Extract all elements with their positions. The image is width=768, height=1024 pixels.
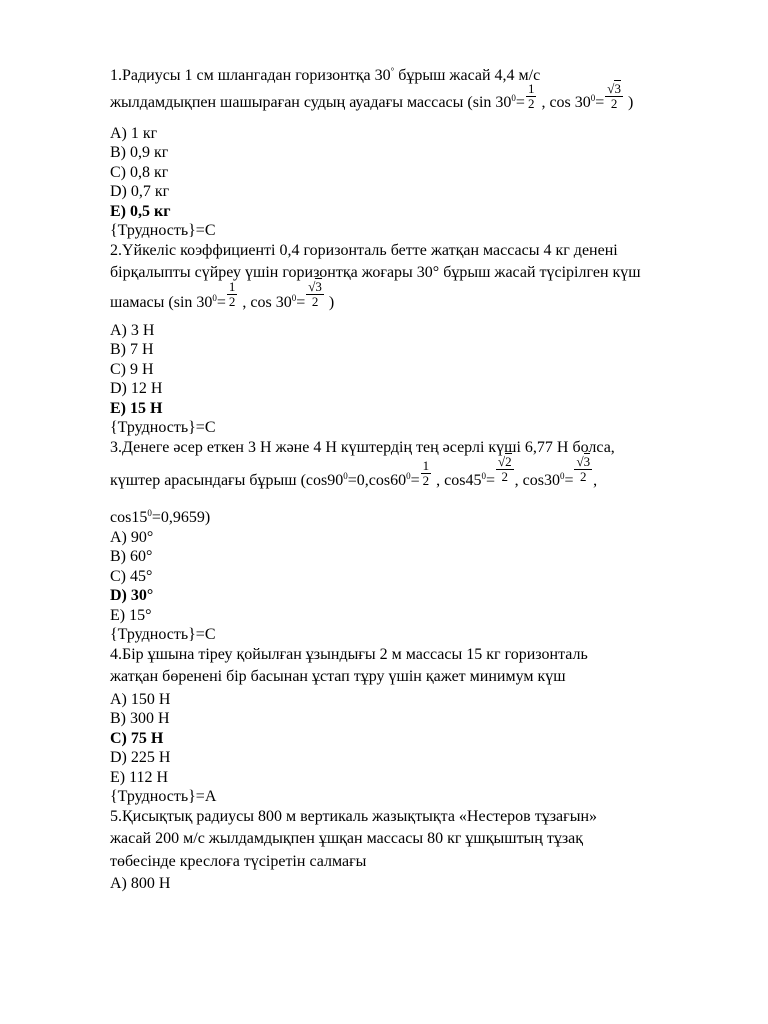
option-a: А) 1 кг: [110, 124, 158, 142]
question-5-line-2: жасай 200 м/с жылдамдықпен ұшқан массасы 80 кг ұшқыштың тұзақ: [110, 830, 584, 847]
radicand: 3: [583, 453, 591, 469]
q1-text-a: 1.Радиусы 1 см шлангадан горизонтқа 30: [110, 67, 391, 84]
superscript-zero: 0: [481, 471, 486, 481]
close-paren: ): [623, 93, 634, 111]
question-2-options: [110, 321, 720, 419]
comma: ,: [514, 472, 519, 489]
fraction-numerator: 1: [228, 279, 236, 295]
q2-text-cos: , cos 30: [238, 293, 292, 311]
superscript-zero: 0: [559, 471, 565, 481]
difficulty-label: {Трудность}=С: [110, 222, 216, 239]
option-c: С) 45°: [110, 567, 153, 585]
option-e-correct: E) 0,5 кг: [110, 202, 171, 220]
fraction-denominator: 2: [422, 472, 430, 488]
option-b: В) 60°: [110, 548, 153, 565]
fraction-one-half: [227, 280, 238, 309]
superscript-zero: 0: [343, 471, 348, 481]
question-1-line-1: [110, 66, 720, 86]
question-1-line-2: [110, 81, 720, 120]
difficulty-label: {Трудность}=А: [110, 788, 217, 805]
degree-mark: °: [390, 66, 395, 76]
superscript-zero: 0: [406, 471, 411, 481]
close-paren: ): [324, 293, 335, 311]
question-3: [110, 438, 720, 645]
option-a: А) 90°: [110, 528, 154, 546]
question-3-line-3: [110, 508, 720, 528]
equals-sign: =: [216, 293, 226, 311]
question-3-line-1: 3.Денеге әсер еткен 3 Н және 4 Н күштердің тең әсерлі күші 6,77 Н болса,: [110, 438, 615, 456]
q3-text-a: күштер арасындағы бұрыш (cos90: [110, 472, 344, 489]
question-5-options: [110, 874, 720, 894]
question-5: [110, 807, 720, 894]
fraction-denominator: 2: [496, 469, 514, 484]
option-b: В) 300 Н: [110, 710, 170, 727]
question-4: [110, 645, 720, 807]
option-e-correct: E) 15 Н: [110, 399, 163, 417]
question-4-line-1: 4.Бір ұшына тіреу қойылған ұзындығы 2 м массасы 15 кг горизонталь: [110, 645, 588, 663]
option-c-correct: С) 75 Н: [110, 729, 164, 747]
question-4-line-2: жатқан бөренені бір басынан ұстап тұру үшін қажет минимум күш: [110, 668, 566, 685]
equals-sign: =: [515, 93, 525, 111]
option-c: С) 9 Н: [110, 360, 154, 378]
fraction-sqrt3-over-2: [306, 280, 324, 309]
option-b: В) 0,9 кг: [110, 144, 169, 161]
superscript-zero: 0: [590, 92, 596, 103]
q3-cos15: cos15: [110, 509, 148, 526]
question-3-line-2: [110, 453, 720, 501]
fraction-numerator: [574, 455, 592, 469]
q3-cos30: cos30: [518, 472, 560, 489]
option-a: А) 800 Н: [110, 875, 171, 892]
option-a: А) 150 Н: [110, 690, 171, 708]
equals-sign: =: [347, 472, 357, 489]
fraction-numerator: [306, 280, 324, 294]
question-5-line-1: 5.Қисықтық радиусы 800 м вертикаль жазықтықта «Нестеров тұзағын»: [110, 807, 598, 825]
question-3-options: [110, 528, 720, 626]
q3-cos60: cos60: [368, 472, 407, 489]
radicand: 2: [505, 453, 512, 469]
difficulty-label: {Трудность}=С: [110, 419, 216, 436]
option-e: E) 112 Н: [110, 768, 169, 786]
difficulty-label: {Трудность}=С: [110, 626, 216, 643]
option-b: В) 7 Н: [110, 341, 154, 358]
question-2: [110, 241, 720, 438]
sqrt-icon: √: [576, 453, 584, 469]
question-5-line-3: төбесінде креслоға түсіретін салмағы: [110, 852, 367, 870]
equals-sign: =: [485, 472, 495, 489]
option-a: А) 3 Н: [110, 321, 155, 339]
q1-text-c: жылдамдықпен шашыраған судың ауадағы массасы (sin 30: [110, 93, 512, 111]
superscript-zero: 0: [147, 508, 152, 518]
superscript-zero: 0: [212, 292, 217, 303]
radicand: 3: [614, 81, 621, 97]
q2-text-a: шамасы (sin 30: [110, 293, 213, 311]
sqrt-icon: √: [308, 279, 316, 295]
fraction-numerator: 1: [422, 457, 430, 473]
fraction-numerator: [605, 82, 623, 96]
option-d: D) 0,7 кг: [110, 183, 170, 200]
superscript-zero: 0: [511, 92, 516, 103]
radicand: 3: [315, 279, 322, 295]
option-e: E) 15°: [110, 606, 152, 624]
q1-text-cos: , cos 30: [537, 93, 591, 111]
q1-text-b: бұрыш жасай 4,4 м/с: [394, 67, 541, 84]
question-4-options: [110, 690, 720, 788]
q3-cos15-value: =0,9659): [151, 509, 211, 526]
fraction-sqrt3-over-2: [574, 455, 592, 484]
equals-sign: =: [564, 472, 574, 489]
fraction-denominator: 2: [306, 294, 324, 309]
document-page: [110, 66, 720, 894]
equals-sign: =: [595, 93, 605, 111]
comma: ,: [364, 472, 369, 489]
q3-cos45: , cos45: [432, 472, 482, 489]
sqrt-icon: √: [607, 81, 615, 97]
fraction-numerator: 1: [527, 81, 535, 97]
question-2-line-1: 2.Үйкеліс коэффициенті 0,4 горизонталь бетте жатқан массасы 4 кг денені: [110, 241, 618, 259]
fraction-denominator: 2: [228, 294, 236, 310]
option-d-correct: D) 30°: [110, 587, 154, 604]
equals-sign: =: [296, 293, 306, 311]
sqrt-icon: √: [497, 453, 506, 469]
fraction-denominator: 2: [527, 96, 535, 112]
question-1-options: [110, 124, 720, 222]
fraction-sqrt3-over-2: [605, 82, 623, 111]
question-2-line-2: бірқалыпты сүйреу үшін горизонтқа жоғары 30° бұрыш жасай түсірілген күш: [110, 264, 641, 281]
option-c: С) 0,8 кг: [110, 163, 169, 181]
comma: ,: [593, 472, 598, 489]
fraction-one-half: [421, 459, 432, 488]
question-2-line-3: [110, 279, 720, 321]
value-zero: 0: [356, 472, 365, 489]
fraction-sqrt2-over-2: [496, 455, 514, 484]
superscript-zero: 0: [291, 292, 297, 303]
fraction-numerator: [496, 455, 514, 469]
fraction-denominator: 2: [605, 96, 623, 111]
option-d: D) 225 Н: [110, 749, 171, 766]
equals-sign: =: [410, 472, 420, 489]
fraction-one-half: [526, 82, 537, 111]
question-1: [110, 66, 720, 241]
fraction-denominator: 2: [574, 469, 592, 484]
option-d: D) 12 Н: [110, 380, 163, 397]
